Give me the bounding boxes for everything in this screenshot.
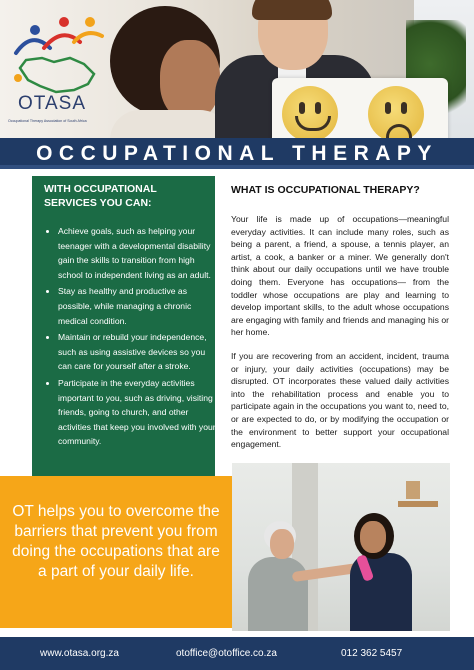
happy-face-icon: [282, 86, 338, 140]
child-face: [160, 40, 220, 120]
footer-bar: [0, 637, 474, 670]
therapist-hair: [252, 0, 332, 20]
services-panel: [32, 176, 215, 476]
logo-wordmark: OTASA: [18, 93, 86, 114]
otasa-logo-figures-icon: [4, 8, 114, 98]
otasa-logo: [4, 8, 114, 128]
callout-text: OT helps you to overcome the barriers that prevent you from doing the occupations that are a part of your daily life.: [12, 503, 220, 580]
list-item: • Participate in the everyday activities important to you, such as driving, visiting friends, going to church, and other activities that keep you involved with your community.: [58, 376, 220, 449]
callout-box: [0, 476, 232, 628]
list-item: • Stay as healthy and productive as possible, while managing a chronic medical condition.: [58, 284, 220, 328]
patient-figure: [248, 557, 308, 631]
logo-subtitle: Occupational Therapy Association of South Africa: [8, 119, 87, 123]
services-list: [46, 224, 220, 451]
therapy-session-photo: [232, 463, 450, 631]
list-item: • Achieve goals, such as helping your teenager with a developmental disability gain the skills to transition from high school to independent living as an adult.: [58, 224, 220, 282]
title-banner: [0, 138, 474, 169]
email-link[interactable]: otoffice@otoffice.co.za: [176, 648, 277, 659]
intro-paragraph: Your life is made up of occupations—meaningful everyday activities. It can include many roles, such as being a parent, a friend, a spouse, a tennis player, an artist, a cook, a banker or a miner. We generally don't think about our daily occupations until we have trouble doing them. Everyone has occupations— from the toddler whose occupations are play and learning to develop important skills, to the adult whose occupations are engaging with family and friends and managing his or her home.: [231, 214, 449, 338]
recovery-paragraph: If you are recovering from an accident, incident, trauma or injury, your daily activities (occupations) may be disrupted. OT incorporates these valued daily activities into the rehabilitation process and enable you to participate again in the occupations you want to, need to, or are expected to do, or by modifying the occupation or the environment to better support your occupational engagement.: [231, 351, 449, 450]
sad-face-icon: [368, 86, 424, 140]
emotion-card: [272, 78, 448, 140]
what-is-ot-heading: WHAT IS OCCUPATIONAL THERAPY?: [231, 184, 420, 196]
list-item: • Maintain or rebuild your independence, such as using assistive devices so you can care for yourself after a stroke.: [58, 330, 220, 374]
page-title: OCCUPATIONAL THERAPY: [36, 142, 438, 165]
hero-photo: [0, 0, 474, 140]
website-link[interactable]: www.otasa.org.za: [40, 648, 119, 659]
child-shirt: [110, 110, 230, 140]
phone-number[interactable]: 012 362 5457: [341, 648, 403, 659]
services-heading: WITH OCCUPATIONAL SERVICES YOU CAN:: [44, 183, 157, 209]
